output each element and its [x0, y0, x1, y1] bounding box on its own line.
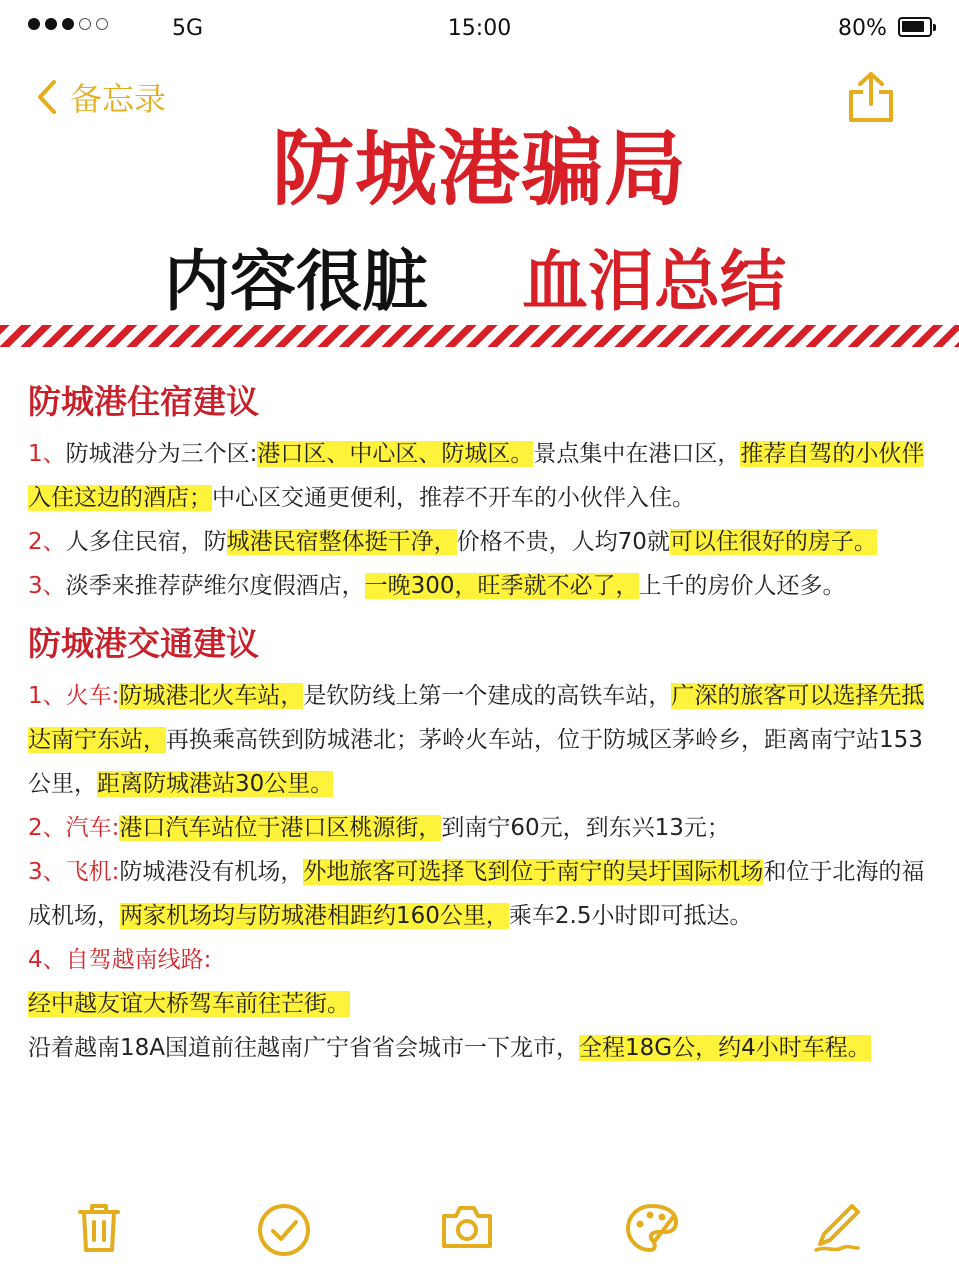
- transport-paragraph-2: [28, 806, 933, 850]
- lodging-section-title: 防城港住宿建议: [28, 382, 259, 421]
- highlighted-text: 防城港北火车站，: [119, 683, 304, 709]
- text: 防城港没有机场，: [119, 859, 304, 885]
- lodging-paragraph-3: [28, 564, 933, 608]
- subtitle-left: 内容很脏: [164, 242, 428, 320]
- highlighted-text: 两家机场均与防城港相距约160公里，: [120, 903, 509, 929]
- bottom-toolbar: [0, 1200, 959, 1266]
- markup-button[interactable]: [624, 1202, 680, 1258]
- highlighted-text: 一晚300，旺季就不必了，: [364, 573, 639, 599]
- highlighted-text: 港口汽车站位于港口区桃源街，: [119, 815, 442, 841]
- highlighted-text: 经中越友谊大桥驾车前往芒街。: [28, 991, 350, 1017]
- subtitle-right: 血泪总结: [522, 242, 786, 320]
- lodging-paragraph-2: [28, 520, 933, 564]
- page-title: 防城港骗局: [271, 121, 687, 217]
- text: 防城港分为三个区:: [65, 441, 258, 467]
- text: 人多住民宿，防: [65, 529, 227, 555]
- list-label: 3、飞机:: [28, 859, 120, 885]
- battery-percentage: 80%: [838, 16, 887, 41]
- highlighted-text: 城港民宿整体挺干净，: [226, 529, 457, 555]
- striped-divider: [0, 325, 959, 347]
- status-bar: [0, 0, 959, 60]
- text: 景点集中在港口区，: [533, 441, 741, 467]
- transport-section-title: 防城港交通建议: [28, 624, 259, 663]
- transport-paragraph-4-line-1: [28, 982, 933, 1026]
- transport-paragraph-4-heading: [28, 938, 933, 982]
- list-label: 2、汽车:: [28, 815, 120, 841]
- text: 沿着越南18A国道前往越南广宁省省会城市一下龙市，: [28, 1035, 580, 1061]
- list-number: 1、: [28, 441, 66, 467]
- text: 淡季来推荐萨维尔度假酒店，: [65, 573, 365, 599]
- checklist-button[interactable]: [256, 1202, 312, 1262]
- highlighted-text: 可以住很好的房子。: [669, 529, 877, 555]
- clock: 15:00: [447, 16, 512, 41]
- checkmark-circle-icon: [256, 1202, 312, 1258]
- compose-button[interactable]: [812, 1202, 862, 1258]
- transport-paragraph-4-line-2: [28, 1026, 933, 1070]
- list-number: 2、: [28, 529, 66, 555]
- highlighted-text: 距离防城港站30公里。: [97, 771, 334, 797]
- camera-button[interactable]: [440, 1202, 494, 1254]
- list-label: 1、火车:: [28, 683, 120, 709]
- highlighted-text: 广深的旅客可以选择先抵达南宁东站，: [28, 683, 925, 753]
- transport-paragraph-1: [28, 674, 933, 806]
- lodging-paragraph-1: [28, 432, 933, 520]
- camera-icon: [440, 1202, 494, 1250]
- network-type: 5G: [172, 16, 204, 41]
- highlighted-text: 港口区、中心区、防城区。: [257, 441, 534, 467]
- highlighted-text: 外地旅客可选择飞到位于南宁的吴圩国际机场: [303, 859, 764, 885]
- text: 再换乘高铁到防城港北；茅岭火车站，位于防城区茅岭乡，距离南宁站153公里，: [28, 727, 923, 797]
- note-content[interactable]: [28, 372, 933, 1070]
- palette-icon: [624, 1202, 680, 1254]
- battery-icon: [898, 17, 932, 37]
- text: 中心区交通更便利，推荐不开车的小伙伴入住。: [212, 485, 695, 511]
- pen-icon: [812, 1202, 862, 1254]
- text: 上千的房价人还多。: [638, 573, 846, 599]
- transport-paragraph-3: [28, 850, 933, 938]
- highlighted-text: 推荐自驾的小伙伴入住这边的酒店；: [28, 441, 925, 511]
- text: 到南宁60元，到东兴13元；: [441, 815, 730, 841]
- text: 价格不贵，人均70就: [456, 529, 670, 555]
- back-label: 备忘录: [70, 80, 167, 118]
- text: 是钦防线上第一个建成的高铁车站，: [303, 683, 672, 709]
- trash-icon: [76, 1202, 122, 1254]
- list-number: 3、: [28, 573, 66, 599]
- text: 和位于北海的福成机场，: [28, 859, 925, 929]
- highlighted-text: 全程18G公，约4小时车程。: [579, 1035, 871, 1061]
- list-label: 4、自驾越南线路:: [28, 947, 212, 973]
- text: 乘车2.5小时即可抵达。: [508, 903, 753, 929]
- delete-button[interactable]: [76, 1202, 122, 1258]
